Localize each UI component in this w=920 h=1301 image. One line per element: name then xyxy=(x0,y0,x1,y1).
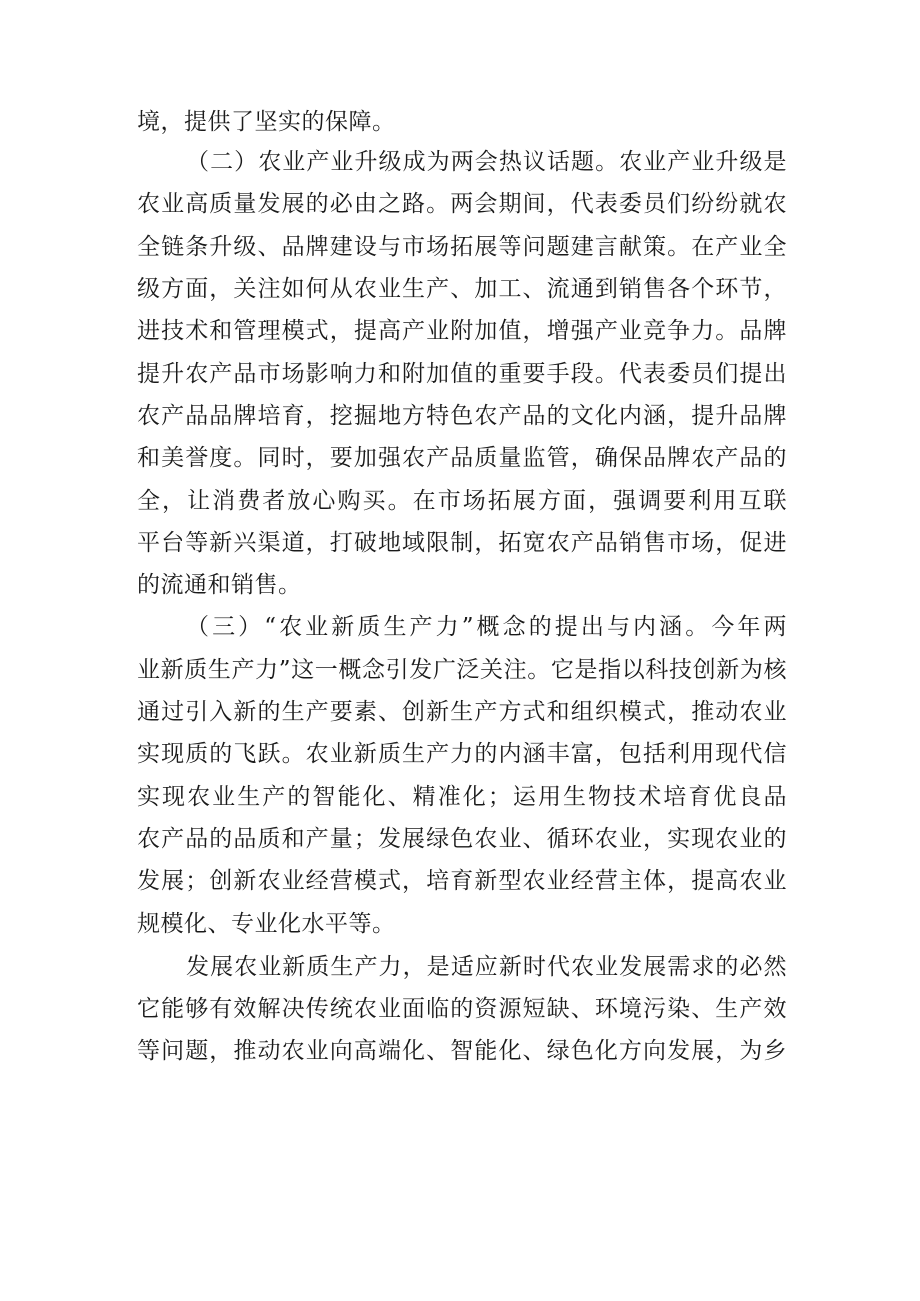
text-line: 农产品的品质和产量；发展绿色农业、循环农业，实现农业的 xyxy=(137,826,787,852)
text-line: 全链条升级、品牌建设与市场拓展等问题建言献策。在产业全 xyxy=(137,234,787,260)
text-line: （二）农业产业升级成为两会热议话题。农业产业升级是 xyxy=(186,149,787,175)
text-line: 平台等新兴渠道，打破地域限制，拓宽农产品销售市场，促进 xyxy=(137,530,787,556)
text-line: 发展；创新农业经营模式，培育新型农业经营主体，提高农业 xyxy=(137,868,787,894)
text-line: 提升农产品市场影响力和附加值的重要手段。代表委员们提出 xyxy=(137,361,787,387)
text-line: 境，提供了坚实的保障。 xyxy=(137,109,396,135)
text-line: 发展农业新质生产力，是适应新时代农业发展需求的必然 xyxy=(186,954,787,980)
text-line: 等问题，推动农业向高端化、智能化、绿色化方向发展，为乡 xyxy=(137,1038,787,1064)
text-line: 规模化、专业化水平等。 xyxy=(137,911,396,937)
text-line: 通过引入新的生产要素、创新生产方式和组织模式，推动农业 xyxy=(137,699,787,725)
text-line: 的流通和销售。 xyxy=(137,572,302,598)
text-line: 农业高质量发展的必由之路。两会期间，代表委员们纷纷就农 xyxy=(137,191,787,217)
text-line: 级方面，关注如何从农业生产、加工、流通到销售各个环节， xyxy=(137,276,787,302)
text-line: 进技术和管理模式，提高产业附加值，增强产业竞争力。品牌 xyxy=(137,318,787,344)
text-line: 它能够有效解决传统农业面临的资源短缺、环境污染、生产效 xyxy=(137,996,787,1022)
text-line: 和美誉度。同时，要加强农产品质量监管，确保品牌农产品的 xyxy=(137,445,787,471)
text-line: 业新质生产力”这一概念引发广泛关注。它是指以科技创新为核 xyxy=(137,657,787,683)
text-line: （三）“农业新质生产力”概念的提出与内涵。今年两 xyxy=(186,614,787,640)
text-line: 实现农业生产的智能化、精准化；运用生物技术培育优良品 xyxy=(137,784,787,810)
text-line: 全，让消费者放心购买。在市场拓展方面，强调要利用互联 xyxy=(137,488,787,514)
text-line: 农产品品牌培育，挖掘地方特色农产品的文化内涵，提升品牌 xyxy=(137,403,787,429)
text-line: 实现质的飞跃。农业新质生产力的内涵丰富，包括利用现代信 xyxy=(137,741,787,767)
